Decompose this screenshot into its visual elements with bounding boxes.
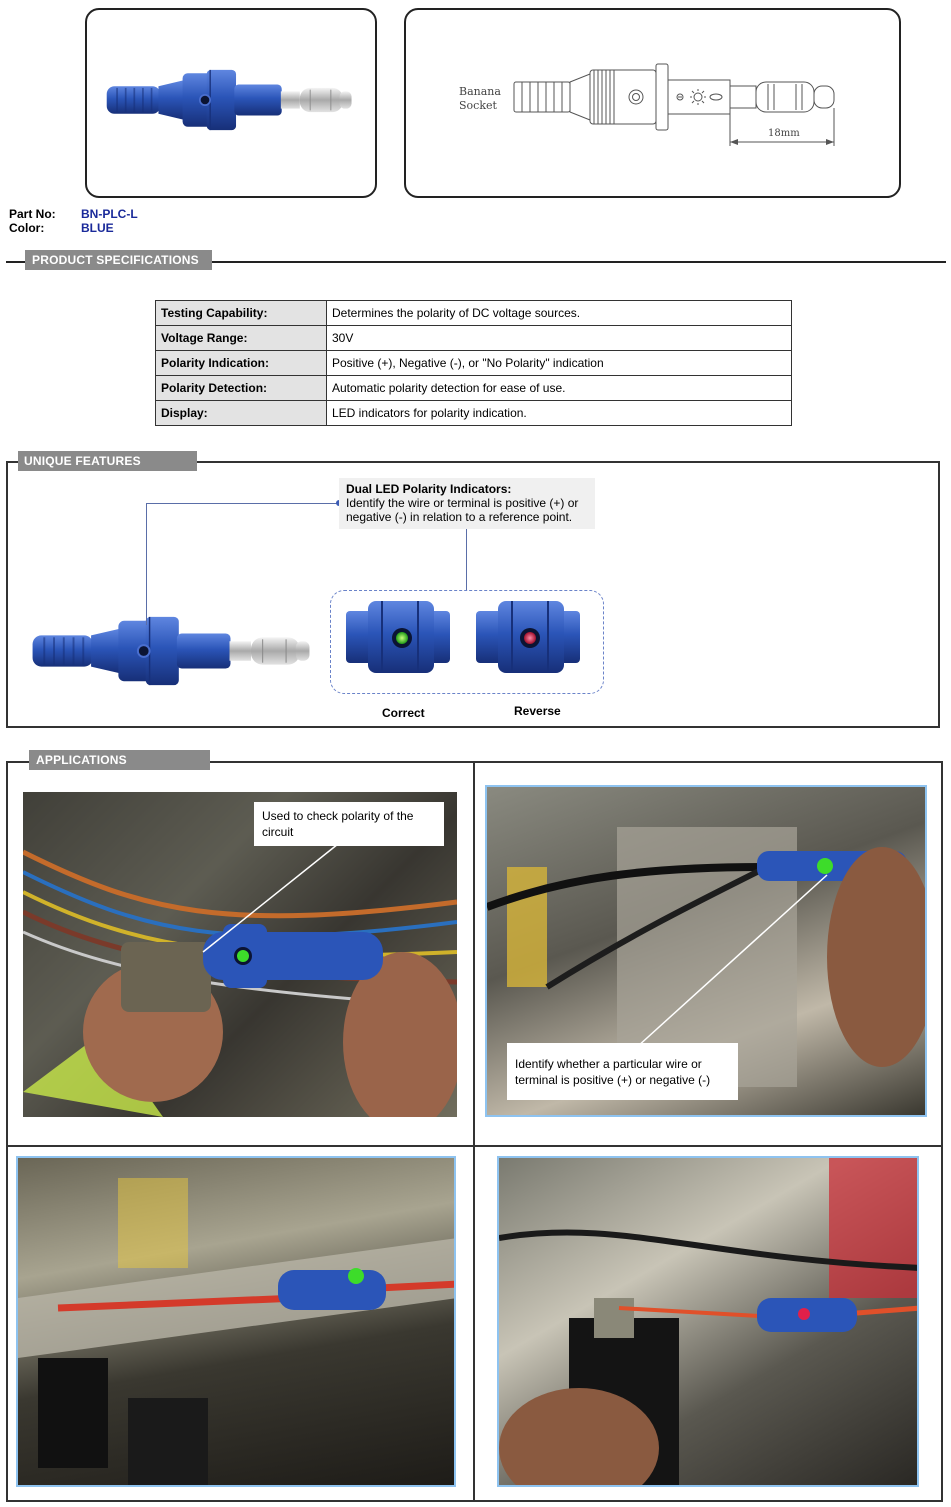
spec-value: Positive (+), Negative (-), or "No Polarity" indication — [327, 351, 792, 376]
spec-value: LED indicators for polarity indication. — [327, 401, 792, 426]
red-led-icon — [524, 632, 536, 644]
socket-label — [459, 85, 501, 113]
application-photo-3 — [16, 1156, 456, 1487]
spec-value: Determines the polarity of DC voltage sources. — [327, 301, 792, 326]
dimension-label: 18mm — [768, 128, 800, 139]
spec-key: Voltage Range: — [156, 326, 327, 351]
color-label: Color: — [9, 221, 45, 235]
part-no-value: BN-PLC-L — [81, 207, 138, 221]
spec-row — [156, 376, 792, 401]
application-photo-4 — [497, 1156, 919, 1487]
correct-label: Correct — [382, 706, 425, 720]
spec-key: Testing Capability: — [156, 301, 327, 326]
led-reverse-closeup — [476, 599, 580, 675]
application-callout-1: Used to check polarity of the circuit — [254, 802, 444, 846]
features-section-title: UNIQUE FEATURES — [18, 451, 197, 471]
feature-callout — [339, 478, 595, 529]
socket-label-line2: Socket — [459, 99, 497, 112]
color-value: BLUE — [81, 221, 114, 235]
socket-label-line1: Banana — [459, 85, 501, 98]
applications-divider-horizontal — [6, 1145, 943, 1147]
applications-section-title: APPLICATIONS — [29, 750, 210, 770]
specs-section-title: PRODUCT SPECIFICATIONS — [25, 250, 212, 270]
application-callout-2: Identify whether a particular wire or terminal is positive (+) or negative (-) — [507, 1043, 738, 1100]
spec-key: Polarity Detection: — [156, 376, 327, 401]
feature-title: Dual LED Polarity Indicators: — [346, 482, 512, 496]
led-correct-closeup — [346, 599, 450, 675]
callout-leader-down — [466, 529, 467, 591]
green-led-icon — [396, 632, 408, 644]
callout-leader-vertical — [146, 503, 147, 625]
spec-key: Display: — [156, 401, 327, 426]
reverse-label: Reverse — [514, 704, 561, 718]
spec-value: 30V — [327, 326, 792, 351]
probe-photo — [105, 65, 355, 135]
spec-key: Polarity Indication: — [156, 351, 327, 376]
applications-divider-vertical — [473, 761, 475, 1502]
part-no-label: Part No: — [9, 207, 56, 221]
spec-value: Automatic polarity detection for ease of use. — [327, 376, 792, 401]
dimension-diagram-box — [404, 8, 901, 198]
product-photo-box — [85, 8, 377, 198]
spec-row — [156, 301, 792, 326]
spec-table — [155, 300, 792, 426]
feature-probe-photo — [28, 612, 316, 690]
spec-row — [156, 351, 792, 376]
spec-row — [156, 326, 792, 351]
spec-row — [156, 401, 792, 426]
feature-desc: Identify the wire or terminal is positive (+) or negative (-) in relation to a reference point. — [346, 496, 579, 524]
callout-leader-horizontal — [146, 503, 338, 504]
